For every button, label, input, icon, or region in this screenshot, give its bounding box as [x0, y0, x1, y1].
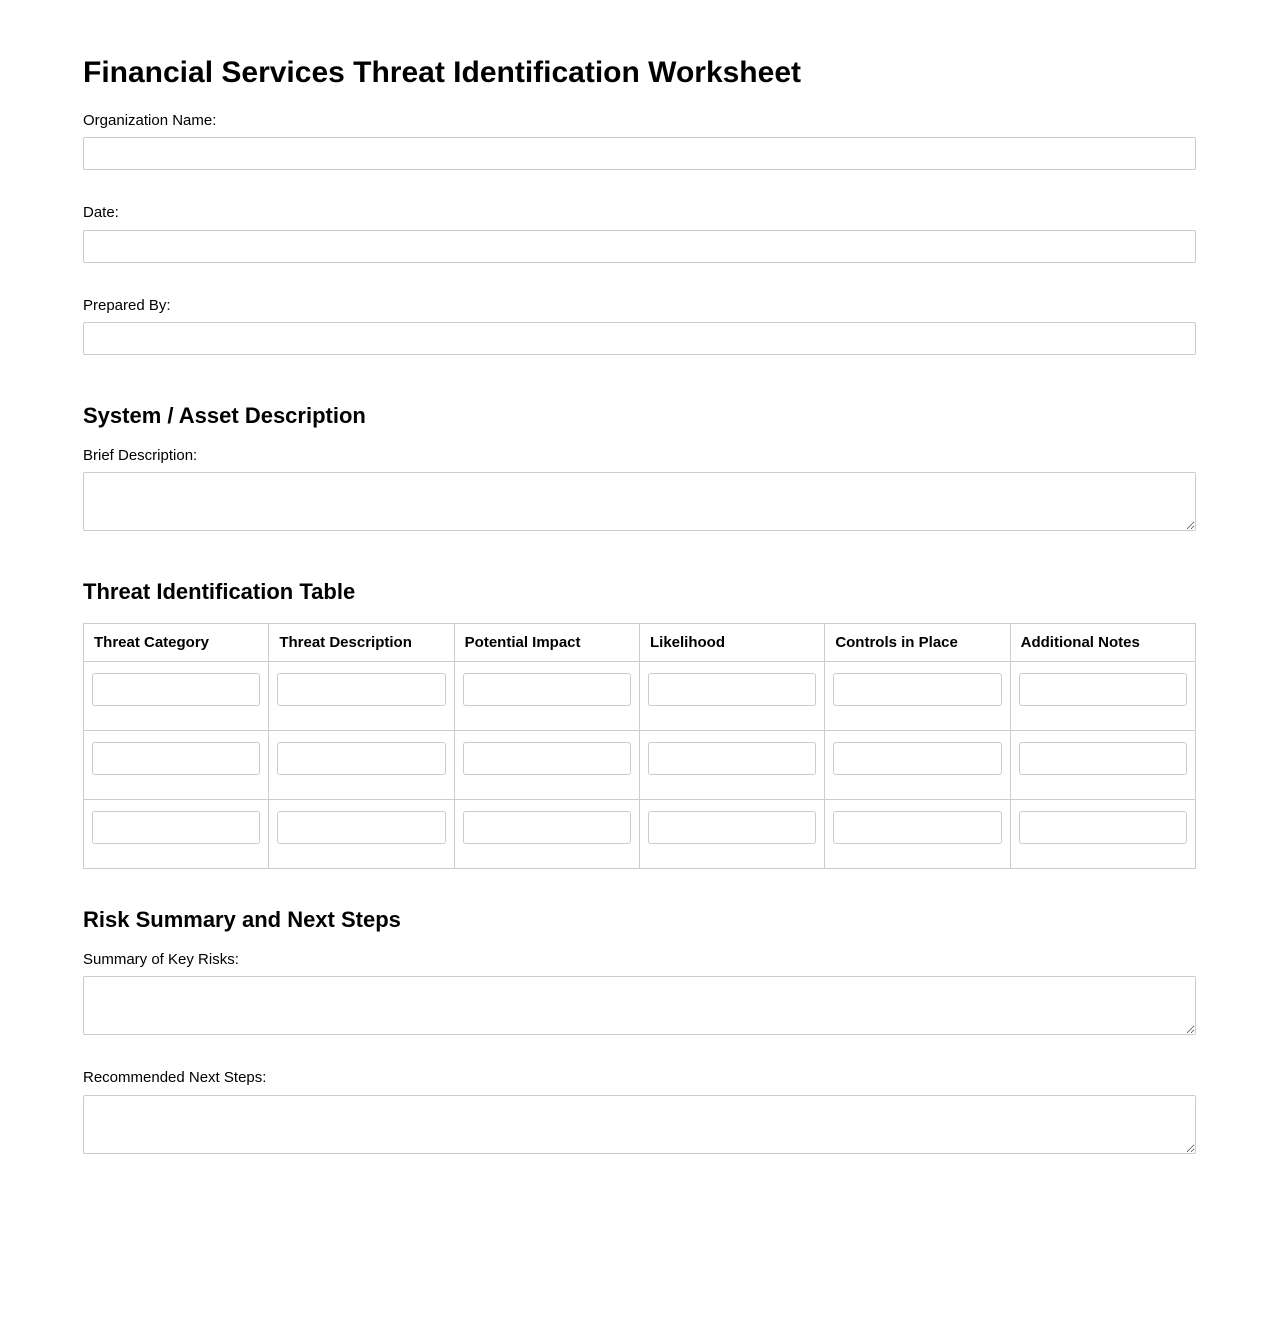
threat-table-input-r1-c1[interactable] [92, 673, 260, 706]
brief-description-group [83, 447, 1196, 531]
threat-table-input-r2-c3[interactable] [463, 742, 631, 775]
page-title: Financial Services Threat Identification Worksheet [83, 56, 801, 89]
system-asset-heading: System / Asset Description [83, 402, 366, 428]
date-group [83, 204, 1196, 262]
table-cell [639, 731, 824, 800]
table-cell [84, 800, 269, 869]
next-steps-label: Recommended Next Steps: [83, 1069, 267, 1087]
table-cell [269, 731, 454, 800]
table-cell [639, 800, 824, 869]
table-cell [269, 800, 454, 869]
threat-table-input-r1-c2[interactable] [277, 673, 445, 706]
prepared-by-input[interactable] [83, 322, 1196, 355]
table-cell [825, 662, 1010, 731]
system-asset-section [83, 403, 1196, 531]
threat-table-input-r2-c2[interactable] [277, 742, 445, 775]
table-row [84, 662, 1196, 731]
threat-table-input-r2-c1[interactable] [92, 742, 260, 775]
threat-table-body [84, 662, 1196, 869]
threat-table-input-r3-c5[interactable] [833, 811, 1001, 844]
column-header-threat-category: Threat Category [84, 624, 269, 662]
key-risks-label: Summary of Key Risks: [83, 951, 239, 968]
table-row [84, 731, 1196, 800]
threat-table-input-r3-c6[interactable] [1019, 811, 1187, 844]
column-header-controls-in-place: Controls in Place [825, 624, 1010, 662]
threat-table-header-row [84, 624, 1196, 662]
table-cell [454, 800, 639, 869]
table-cell [454, 662, 639, 731]
threat-table-input-r2-c6[interactable] [1019, 742, 1187, 775]
organization-name-input[interactable] [83, 137, 1196, 170]
date-label: Date: [83, 204, 119, 222]
table-cell [1010, 731, 1195, 800]
table-cell [84, 662, 269, 731]
table-cell [639, 662, 824, 731]
date-input[interactable] [83, 230, 1196, 263]
risk-summary-section [83, 907, 1196, 1154]
column-header-threat-description: Threat Description [269, 624, 454, 662]
threat-table-section [83, 579, 1196, 869]
prepared-by-group [83, 297, 1196, 355]
threat-table-input-r3-c3[interactable] [463, 811, 631, 844]
threat-table-input-r1-c6[interactable] [1019, 673, 1187, 706]
table-cell [84, 731, 269, 800]
key-risks-textarea[interactable] [83, 976, 1196, 1035]
table-cell [825, 800, 1010, 869]
next-steps-textarea[interactable] [83, 1095, 1196, 1154]
prepared-by-label: Prepared By: [83, 296, 171, 314]
threat-table-input-r3-c2[interactable] [277, 811, 445, 844]
risk-summary-heading: Risk Summary and Next Steps [83, 907, 401, 932]
table-cell [454, 731, 639, 800]
table-cell [1010, 662, 1195, 731]
column-header-likelihood: Likelihood [639, 624, 824, 662]
key-risks-group [83, 951, 1196, 1035]
threat-table-input-r1-c4[interactable] [648, 673, 816, 706]
threat-table-input-r3-c4[interactable] [648, 811, 816, 844]
table-cell [269, 662, 454, 731]
brief-description-textarea[interactable] [83, 472, 1196, 531]
threat-table-input-r2-c4[interactable] [648, 742, 816, 775]
brief-description-label: Brief Description: [83, 446, 198, 464]
threat-table-input-r3-c1[interactable] [92, 811, 260, 844]
threat-table-input-r1-c5[interactable] [833, 673, 1001, 706]
column-header-potential-impact: Potential Impact [454, 624, 639, 662]
threat-table-heading: Threat Identification Table [83, 579, 356, 604]
threat-table-input-r2-c5[interactable] [833, 742, 1001, 775]
threat-table-input-r1-c3[interactable] [463, 673, 631, 706]
organization-name-group [83, 112, 1196, 170]
table-cell [825, 731, 1010, 800]
next-steps-group [83, 1069, 1196, 1153]
table-cell [1010, 800, 1195, 869]
organization-name-label: Organization Name: [83, 112, 217, 129]
table-row [84, 800, 1196, 869]
column-header-additional-notes: Additional Notes [1010, 624, 1195, 662]
threat-table [83, 623, 1196, 869]
